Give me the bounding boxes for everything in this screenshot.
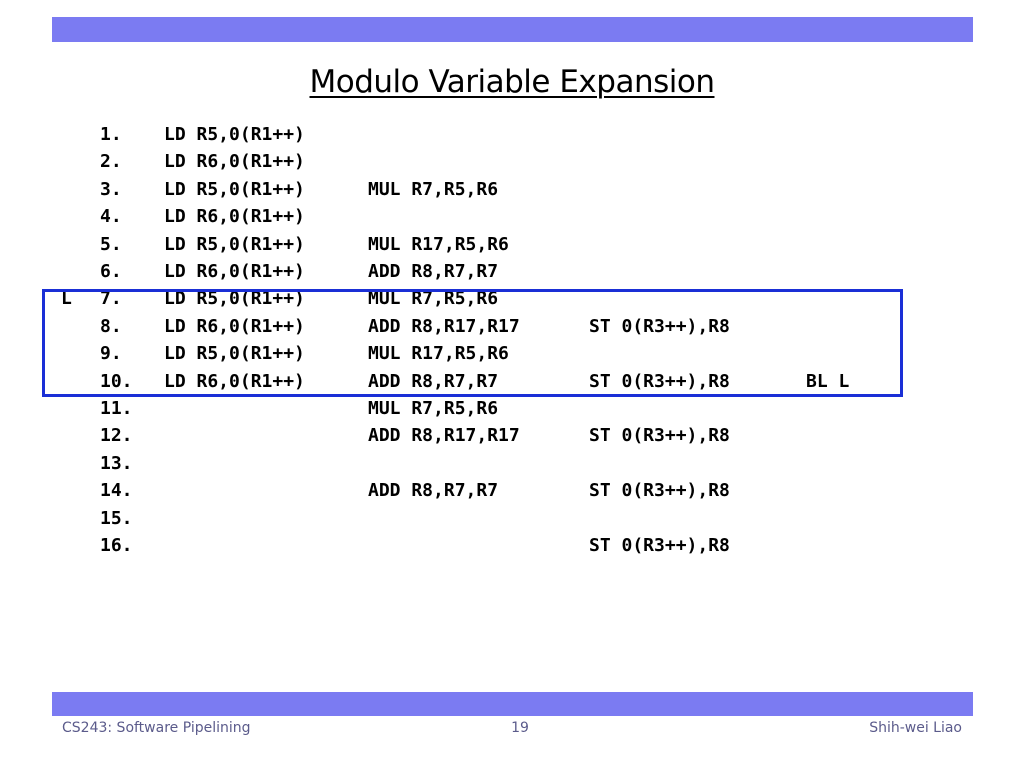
line-number: 2. xyxy=(100,151,122,173)
arith-instruction: ADD R8,R7,R7 xyxy=(368,370,499,392)
line-number: 8. xyxy=(100,315,122,337)
arith-instruction: MUL R17,R5,R6 xyxy=(368,233,509,255)
store-instruction: ST 0(R3++),R8 xyxy=(589,315,730,337)
line-number: 4. xyxy=(100,206,122,228)
load-instruction: LD R5,0(R1++) xyxy=(164,288,305,310)
arith-instruction: MUL R7,R5,R6 xyxy=(368,178,499,200)
branch-instruction: BL L xyxy=(806,370,850,392)
line-number: 16. xyxy=(100,535,133,556)
store-instruction: ST 0(R3++),R8 xyxy=(589,425,730,447)
load-instruction: LD R5,0(R1++) xyxy=(164,178,305,200)
load-instruction: LD R5,0(R1++) xyxy=(164,124,305,145)
line-number: 11. xyxy=(100,398,133,419)
line-number: 9. xyxy=(100,343,122,365)
footer-author: Shih-wei Liao xyxy=(869,720,962,736)
load-instruction: LD R5,0(R1++) xyxy=(164,233,305,255)
line-number: 7. xyxy=(100,288,122,310)
line-number: 6. xyxy=(100,261,122,282)
load-instruction: LD R6,0(R1++) xyxy=(164,151,305,173)
arith-instruction: ADD R8,R7,R7 xyxy=(368,261,499,282)
code-row xyxy=(0,425,1024,452)
load-instruction: LD R6,0(R1++) xyxy=(164,315,305,337)
code-row xyxy=(0,480,1024,507)
load-instruction: LD R6,0(R1++) xyxy=(164,370,305,392)
line-number: 15. xyxy=(100,507,133,529)
line-number: 1. xyxy=(100,124,122,145)
code-row xyxy=(0,206,1024,233)
arith-instruction: MUL R7,R5,R6 xyxy=(368,398,499,419)
arith-instruction: ADD R8,R17,R17 xyxy=(368,315,520,337)
load-instruction: LD R5,0(R1++) xyxy=(164,343,305,365)
line-number: 5. xyxy=(100,233,122,255)
code-row xyxy=(0,151,1024,178)
line-number: 10. xyxy=(100,370,133,392)
footer-page-number: 19 xyxy=(511,720,529,736)
store-instruction: ST 0(R3++),R8 xyxy=(589,535,730,556)
line-number: 3. xyxy=(100,178,122,200)
loop-label: L xyxy=(61,288,72,310)
line-number: 14. xyxy=(100,480,133,502)
load-instruction: LD R6,0(R1++) xyxy=(164,206,305,228)
line-number: 12. xyxy=(100,425,133,447)
store-instruction: ST 0(R3++),R8 xyxy=(589,370,730,392)
code-row xyxy=(0,124,1024,151)
loop-body-highlight-box xyxy=(42,289,903,397)
code-row xyxy=(0,398,1024,425)
line-number: 13. xyxy=(100,452,133,474)
arith-instruction: ADD R8,R17,R17 xyxy=(368,425,520,447)
bottom-decor-bar xyxy=(52,692,973,716)
code-row xyxy=(0,453,1024,480)
top-decor-bar xyxy=(52,17,973,42)
arith-instruction: ADD R8,R7,R7 xyxy=(368,480,499,502)
code-row xyxy=(0,535,1024,562)
code-row xyxy=(0,261,1024,288)
arith-instruction: MUL R17,R5,R6 xyxy=(368,343,509,365)
code-row xyxy=(0,508,1024,535)
footer-course: CS243: Software Pipelining xyxy=(62,720,251,736)
code-row xyxy=(0,179,1024,206)
store-instruction: ST 0(R3++),R8 xyxy=(589,480,730,502)
code-row xyxy=(0,234,1024,261)
slide-title: Modulo Variable Expansion xyxy=(309,64,715,100)
load-instruction: LD R6,0(R1++) xyxy=(164,261,305,282)
arith-instruction: MUL R7,R5,R6 xyxy=(368,288,499,310)
